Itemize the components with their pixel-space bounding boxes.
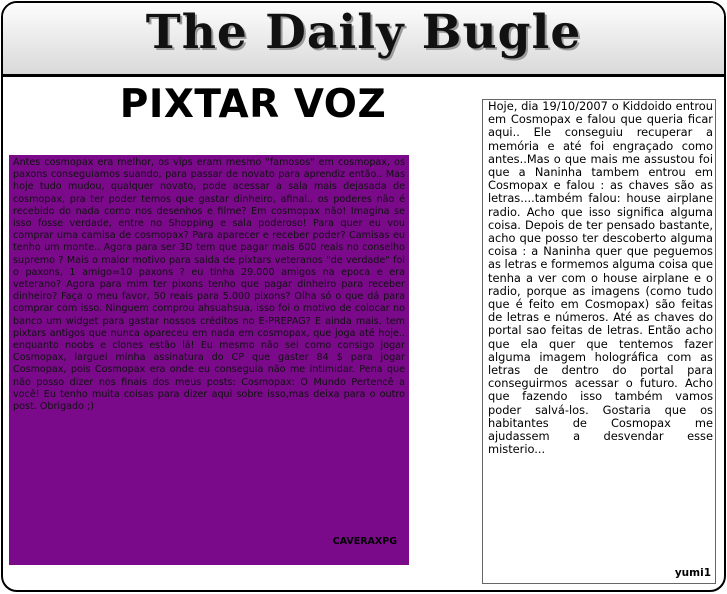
left-article-signature: CAVERAXPG [332, 536, 397, 547]
headline: PIXTAR VOZ [119, 82, 387, 127]
masthead-title: The Daily Bugle [145, 5, 582, 60]
right-article-body: Hoje, dia 19/10/2007 o Kiddoido entrou em Cosmopax e falou que queria ficar aqui.. Ele conseguiu recuperar a memória e até foi engraçado como antes..Mas o que mais me assustou foi que a Naninha tambem entrou em Cosmopax e falou : as chaves são as letras....também falou: house airplane radio. Acho que isso significa alguma coisa. Depois de ter pensado bastante, acho que posso ter descoberto alguma coisa : a Naninha quer que peguemos as letras e formemos alguma coisa que tenha a ver com o house airplane e o radio, porque as imagens (como tudo que é feito em Cosmopax) são feitas de letras e números. Até as chaves do portal sao feitas de letras. Então acho que ela quer que tentemos fazer alguma imagem holográfica com as letras de dentro do portal para conseguirmos acessar o futuro. Acho que fazendo isso também vamos poder salvá-los. Gostaria que os habitantes de Cosmopax me ajudassem a desvendar esse misterio... [488, 99, 713, 457]
right-article [482, 99, 716, 584]
newspaper-frame [1, 1, 726, 592]
right-article-signature: yumi1 [674, 567, 711, 579]
masthead [3, 3, 724, 77]
left-article-body: Antes cosmopax era melhor, os vips eram mesmo "famosos" em cosmopax, os paxons conseguiamos suando, para passar de novato para aprendiz então.. Mas hoje tudo mudou, qualquer novato, pode acessar a sala mais dejasada de cosmopax, pra ter poder temos que gastar dinheiro, afinal.. os poderes não é recebido do nada como nos desenhos e filme? Em cosmopax não! Imagina se isso fosse verdade, entre no Shopping e sala poderoso! Para quer eu vou comprar uma camisa de cosmopax? Para aparecer e receber poder? Camisas eu tenho um monte.. Agora para ser 3D tem que pagar mais 600 reais no conselho supremo ? Mais o maior motivo para saida de pixtars veteranos "de verdade" foi o paxons, 1 amigo=10 paxons ? eu tinha 29.000 amigos na epoca e era veterano? Agora para mim ter pixons tenho que pagar dinheiro para receber dinheiro? Faça o meu favor, 50 reais para 5.000 pixons? Olha só o que dá para comprar com isso. Ninguem comprou ahsuahsua, isso foi o motivo de colocar no banco um widget para gastar nossos créditos no E-PREPAG? E ainda mais, tem pixtars antigos que nunca apareceu em nada em cosmopax, que joga até hoje.. enquanto noobs e clones estão lá! Eu mesmo não sei como consigo jogar Cosmopax, larguei minha assinatura do CP que gaster 84 $ para jogar Cosmopax, pois Cosmopax era onde eu conseguia não me intimidar. Pena que não posso dizer nos finais dos meus posts: Cosmopax: O Mundo Pertencê a você! Eu tenho muita coisas para dizer aqui sobre isso,mas deixa para o outro post. Obrigado ;) [13, 157, 405, 413]
left-article [9, 155, 409, 565]
